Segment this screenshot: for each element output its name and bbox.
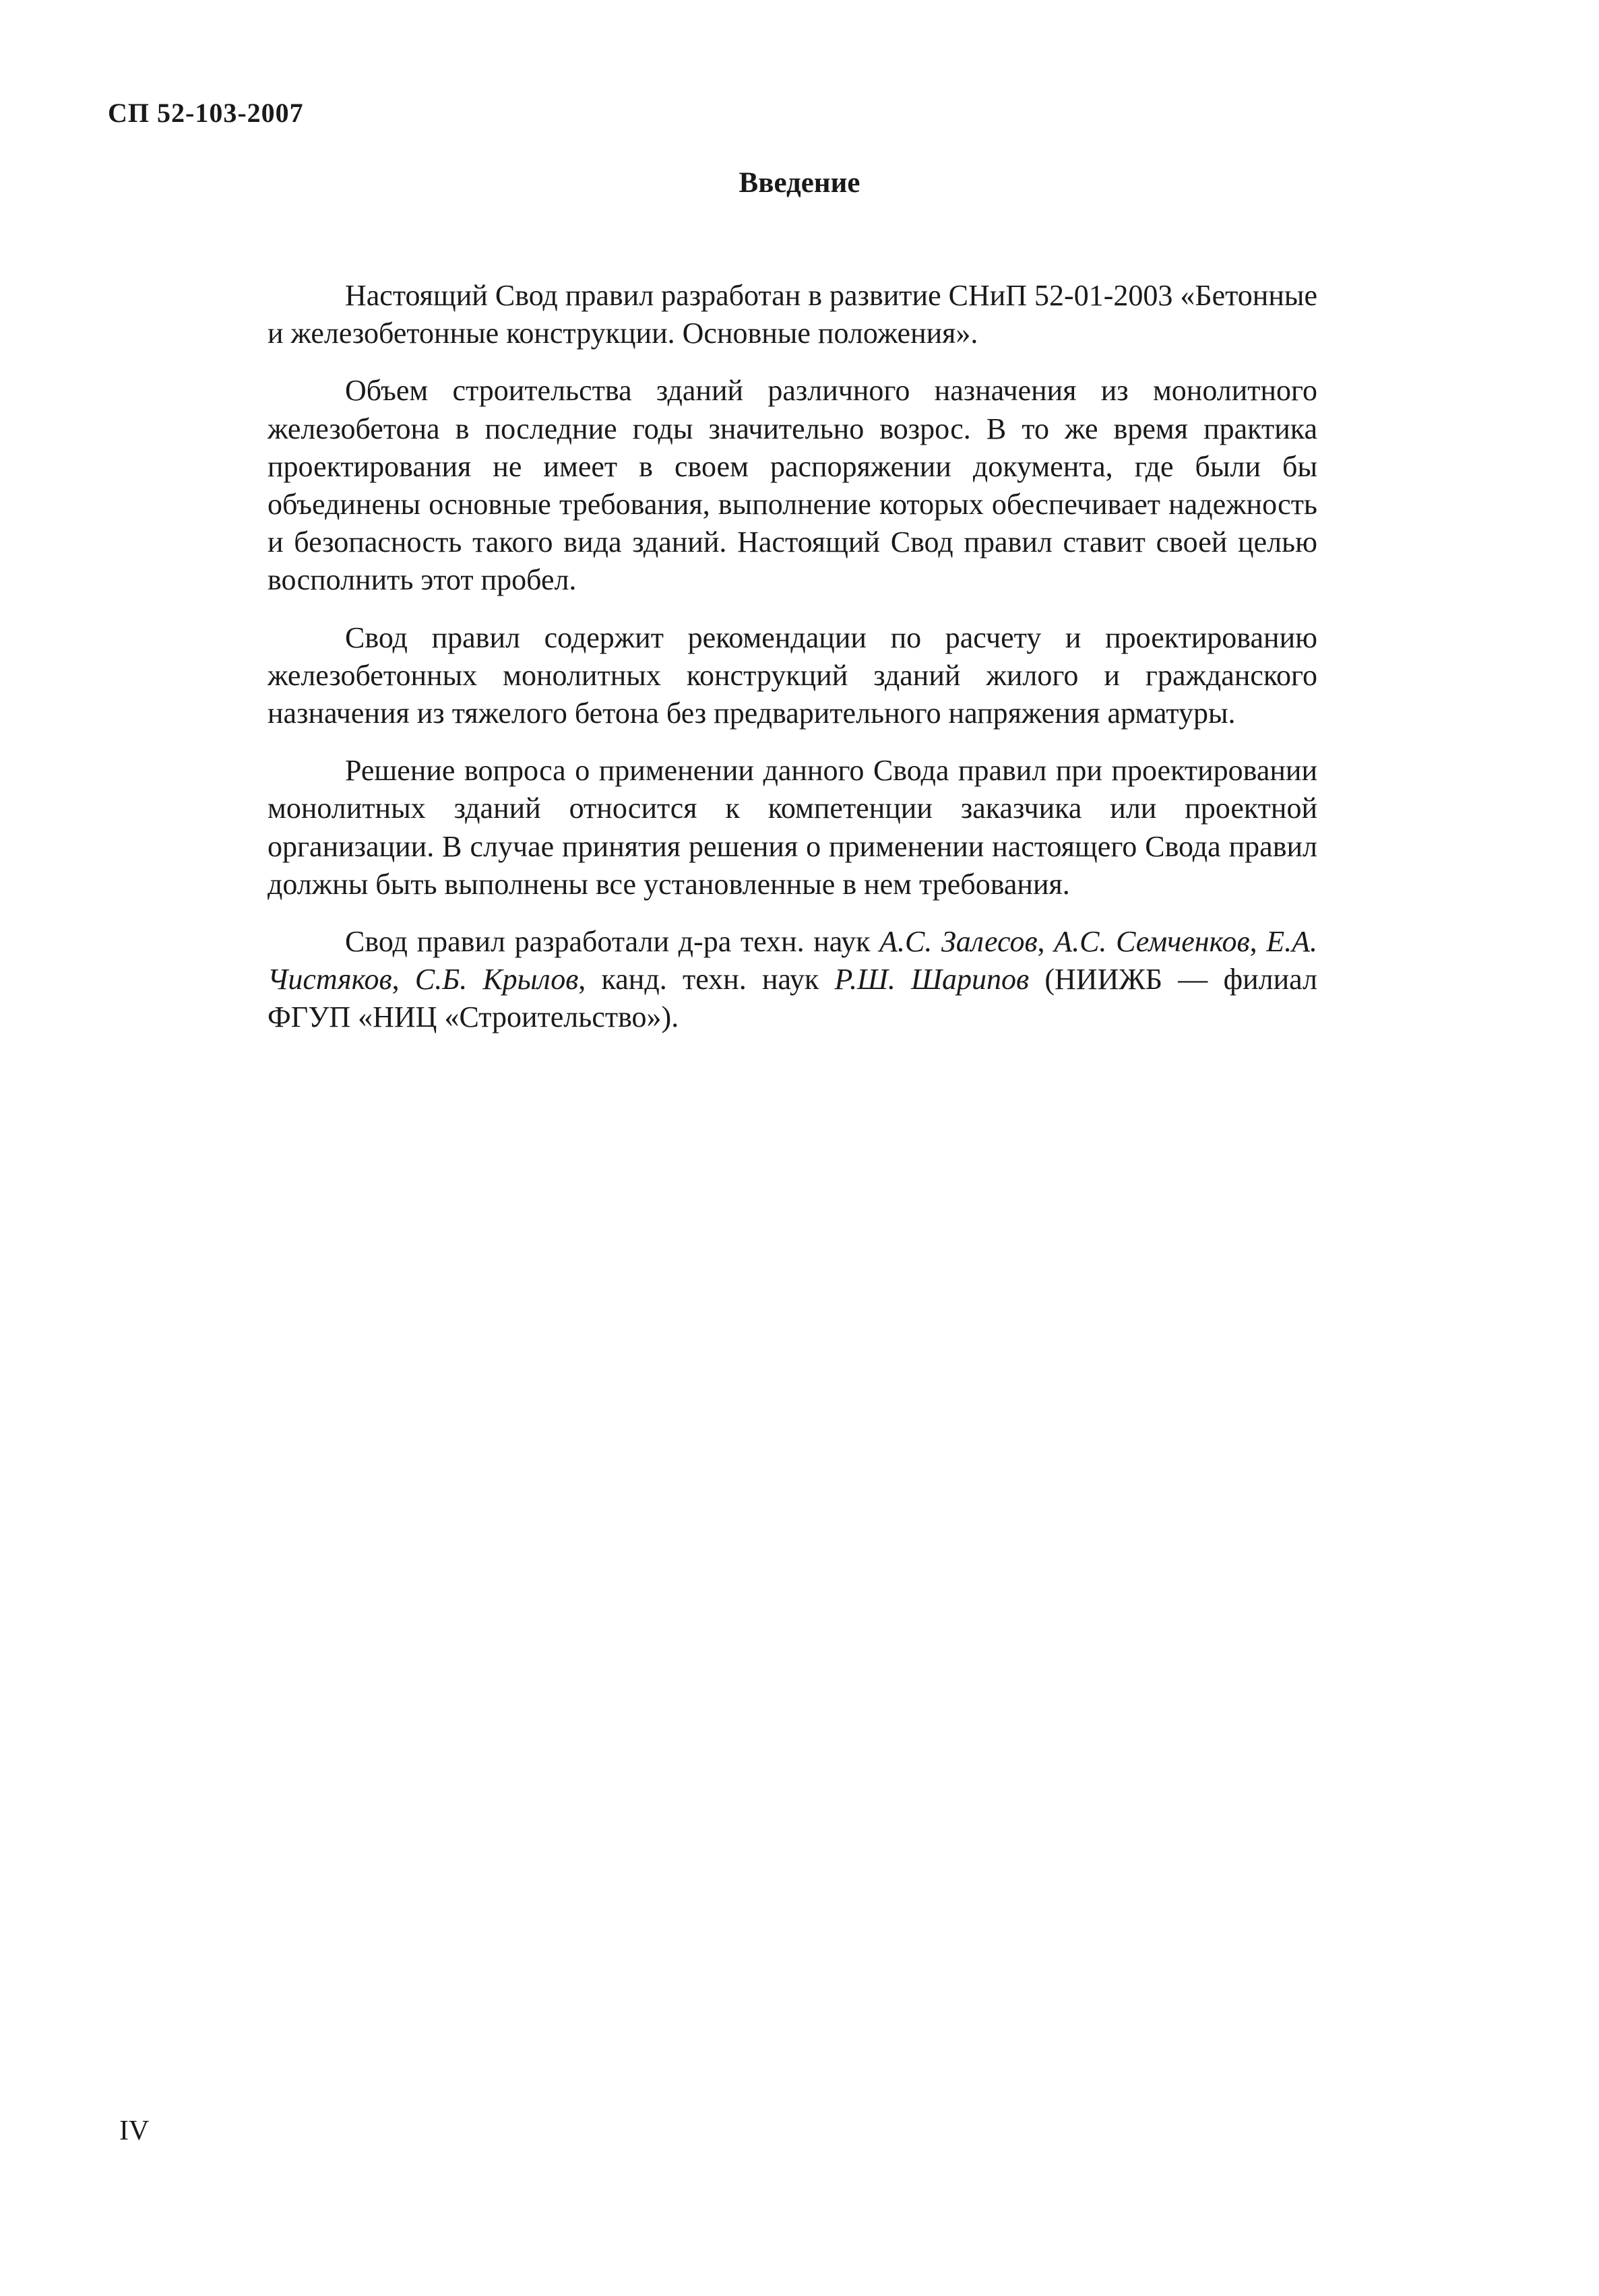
authors-organization: (НИИЖБ — филиал ФГУП «НИЦ «Строительство»). (268, 963, 1318, 1034)
paragraph-purpose: Настоящий Свод правил разработан в развитие СНиП 52-01-2003 «Бетонные и железобетонные конструкции. Основные положения». (268, 279, 1317, 350)
page-number: IV (119, 2115, 150, 2146)
authors-separator: , (1037, 925, 1055, 959)
authors-middle: , канд. техн. наук (578, 963, 835, 996)
authors-separator: , (391, 963, 415, 996)
author-name: Е.А. Чистяков (268, 925, 1318, 996)
document-code: СП 52-103-2007 (108, 98, 304, 128)
paragraph-application: Решение вопроса о применении данного Свода правил при проектировании монолитных зданий относится к компетенции заказчика или проектной организации. В случае принятия решения о применении настоящего Свода правил должны быть выполнены все установленные в нем требования. (268, 754, 1317, 901)
section-title: Введение (739, 167, 860, 199)
author-name: А.С. Залесов (879, 925, 1038, 959)
authors-separator: , (1249, 925, 1267, 959)
paragraph-motivation: Объем строительства зданий различного назначения из монолитного железобетона в последние годы значительно возрос. В то же время практика проектирования не имеет в своем распоряжении документа, где были бы объединены основные требования, выполнение которых обеспечивает надежность и безопасность такого вида зданий. Настоящий Свод правил ставит своей целью восполнить этот пробел. (268, 374, 1317, 597)
author-name: А.С. Семченков (1054, 925, 1250, 959)
paragraph-authors (268, 923, 1317, 1037)
authors-lead: Свод правил разработали д-ра техн. наук (345, 925, 880, 959)
section-body (268, 277, 1317, 1037)
author-name: С.Б. Крылов (414, 963, 579, 996)
paragraph-scope: Свод правил содержит рекомендации по расчету и проектированию железобетонных монолитных конструкций зданий жилого и гражданского назначения из тяжелого бетона без предварительного напряжения арматуры. (268, 620, 1317, 730)
author-name: Р.Ш. Шарипов (834, 963, 1030, 996)
